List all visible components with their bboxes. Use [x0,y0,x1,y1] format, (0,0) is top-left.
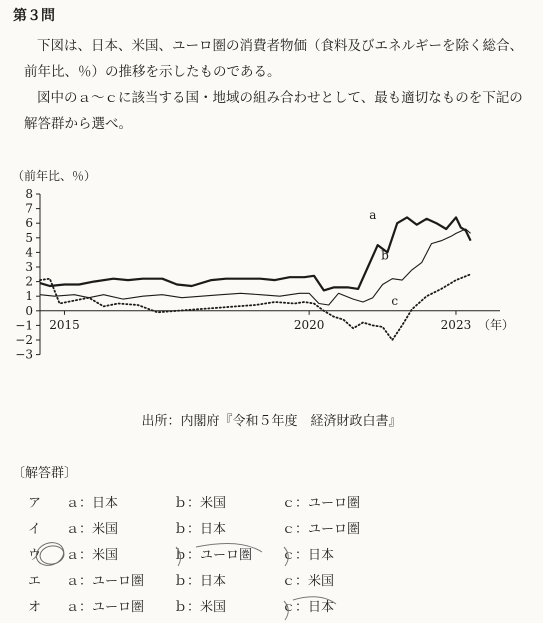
series-label-b: b [381,248,389,263]
answer-a: ａ：日本 [66,496,119,511]
y-axis-label: （前年比、％） [12,169,97,183]
x-tick-label: 2023 [440,317,472,332]
paragraph-2-line-2: 解答群から選べ。 [24,116,132,132]
x-tick-label: 2020 [293,317,325,332]
answer-kana: ウ [28,548,42,563]
series-label-c: c [391,293,399,308]
cpi-line-chart [0,160,543,405]
series-line-c [40,274,471,340]
answer-c: ｃ：日本 [282,548,335,563]
y-tick-label: 2 [25,274,33,289]
y-tick-label: −1 [15,318,33,333]
answer-b: ｂ：日本 [174,574,227,589]
y-tick-label: −3 [15,347,33,362]
y-tick-label: 0 [25,303,33,318]
answer-kana: エ [28,574,42,589]
y-tick-label: −2 [15,333,33,347]
x-axis-label: （年） [477,317,514,332]
answer-kana: イ [28,522,42,537]
y-tick-label: 3 [25,260,33,274]
problem-paragraph-2 [24,85,529,137]
answer-a: ａ：ユーロ圏 [66,574,145,589]
answer-c: ｃ：ユーロ圏 [282,522,361,537]
y-tick-label: 5 [25,230,33,245]
paragraph-1-line-1: 下図は、日本、米国、ユーロ圏の消費者物価（食料及びエネルギーを除く総合、 [37,38,523,54]
answer-a: ａ：米国 [66,522,119,537]
paragraph-2-line-1: 図中のａ～ｃに該当する国・地域の組み合わせとして、最も適切なものを下記の [37,90,523,106]
y-tick-label: 6 [25,216,33,231]
y-tick-label: 1 [25,289,33,304]
answer-a: ａ：米国 [66,548,119,563]
answer-b: ｂ：ユーロ圏 [174,548,253,563]
series-label-a: a [369,207,377,222]
problem-paragraph-1 [24,33,529,85]
answer-c: ｃ：米国 [282,574,335,589]
y-tick-label: 4 [25,245,33,260]
answer-b: ｂ：日本 [174,522,227,537]
series-line-a [40,217,471,290]
answer-kana: ア [28,496,42,511]
answer-b: ｂ：米国 [174,600,227,615]
chart-source: 出所：内閣府『令和５年度 経済財政白書』 [141,414,402,429]
problem-number: 第３問 [13,8,55,24]
answer-kana: オ [28,600,42,615]
y-tick-label: 7 [25,201,33,216]
y-tick-label: 8 [25,187,33,201]
answers-heading: 〔解答群〕 [12,466,78,481]
x-tick-label: 2015 [49,317,80,332]
answer-b: ｂ：米国 [174,496,227,511]
answer-c: ｃ：ユーロ圏 [282,496,361,511]
answer-a: ａ：ユーロ圏 [66,600,145,615]
answer-c: ｃ：日本 [282,600,335,615]
paragraph-1-line-2: 前年比、％）の推移を示したものである。 [24,64,281,80]
series-line-b [40,229,471,305]
